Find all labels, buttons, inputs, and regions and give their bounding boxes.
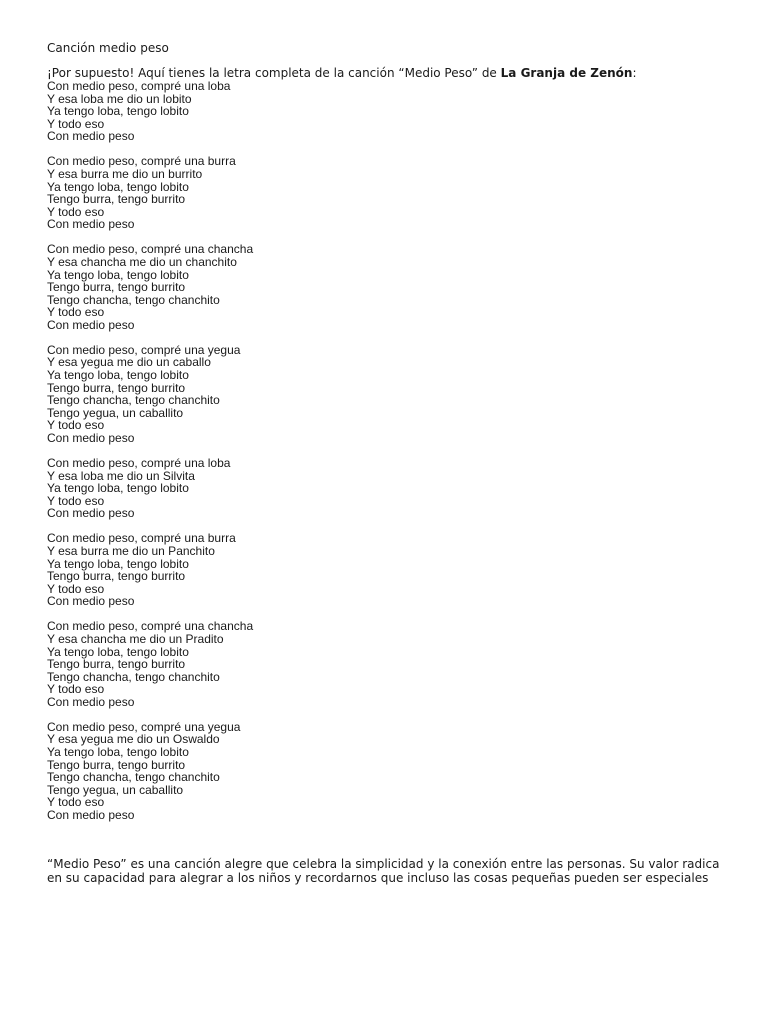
document-title: Canción medio peso — [47, 41, 169, 55]
lyric-line: Con medio peso, compré una loba — [47, 79, 231, 93]
lyric-line: Tengo chancha, tengo chanchito — [47, 669, 220, 684]
lyric-stanza — [47, 620, 737, 708]
lyric-line: Y todo eso — [47, 418, 105, 433]
lyric-line: Y esa loba me dio un lobito — [47, 91, 192, 106]
lyric-line: Y todo eso — [47, 493, 105, 508]
lyric-line: Con medio peso, compré una chancha — [47, 242, 254, 257]
lyric-line: Ya tengo loba, tengo lobito — [47, 556, 189, 571]
lyric-line: Y todo eso — [47, 682, 105, 697]
lyric-line: Tengo yegua, un caballito — [47, 405, 184, 420]
lyric-line: Tengo burra, tengo burrito — [47, 280, 186, 295]
lyric-line: Y esa burra me dio un burrito — [47, 166, 203, 181]
lyric-line: Ya tengo loba, tengo lobito — [47, 267, 189, 282]
lyric-line: Con medio peso — [47, 431, 135, 446]
lyric-line: Ya tengo loba, tengo lobito — [47, 179, 189, 194]
lyric-line: Con medio peso — [47, 694, 135, 709]
lyric-line: Y todo eso — [47, 305, 105, 320]
intro-text: ¡Por supuesto! Aquí tienes la letra completa de la canción “Medio Peso” de — [47, 66, 501, 80]
lyric-line: Con medio peso, compré una burra — [47, 154, 236, 169]
lyric-stanza — [47, 457, 737, 520]
lyric-line: Y esa chancha me dio un chanchito — [47, 254, 237, 269]
lyric-line: Tengo yegua, un caballito — [47, 782, 184, 797]
lyric-line: Y todo eso — [47, 795, 105, 810]
lyric-line: Con medio peso, compré una loba — [47, 456, 231, 470]
lyric-line: Y esa chancha me dio un Pradito — [47, 631, 224, 646]
lyric-line: Tengo burra, tengo burrito — [47, 757, 186, 772]
intro-colon: : — [632, 66, 637, 80]
closing-paragraph: “Medio Peso” es una canción alegre que celebra la simplicidad y la conexión entre las personas. Su valor radica en su capacidad para alegrar a los niños y recordarnos que incluso las cosas pequeñas pueden ser especiales — [47, 856, 720, 885]
lyric-line: Ya tengo loba, tengo lobito — [47, 745, 189, 760]
lyric-line: Ya tengo loba, tengo lobito — [47, 481, 189, 496]
lyric-line: Con medio peso — [47, 506, 135, 521]
lyric-line: Con medio peso, compré una yegua — [47, 342, 241, 357]
lyric-stanza — [47, 80, 737, 143]
lyric-line: Con medio peso — [47, 217, 135, 232]
lyric-line: Con medio peso — [47, 808, 135, 823]
lyric-line: Con medio peso, compré una chancha — [47, 619, 254, 634]
lyric-line: Tengo burra, tengo burrito — [47, 380, 186, 395]
lyric-line: Con medio peso, compré una burra — [47, 531, 236, 546]
lyric-stanza — [47, 243, 737, 331]
lyric-line: Tengo burra, tengo burrito — [47, 192, 186, 207]
lyric-stanza — [47, 532, 737, 608]
lyric-stanza — [47, 721, 737, 822]
lyric-line: Y esa loba me dio un Silvita — [47, 468, 195, 483]
lyric-line: Ya tengo loba, tengo lobito — [47, 368, 189, 383]
lyrics — [47, 80, 737, 822]
lyric-line: Y esa burra me dio un Panchito — [47, 543, 215, 558]
lyric-line: Tengo chancha, tengo chanchito — [47, 393, 220, 408]
lyric-line: Y todo eso — [47, 581, 105, 596]
lyric-line: Y esa yegua me dio un caballo — [47, 355, 211, 370]
intro-bold-name: La Granja de Zenón — [500, 66, 633, 80]
lyric-line: Y todo eso — [47, 116, 105, 131]
lyric-line: Ya tengo loba, tengo lobito — [47, 644, 189, 659]
lyric-line: Tengo burra, tengo burrito — [47, 657, 186, 672]
lyric-line: Y esa yegua me dio un Oswaldo — [47, 732, 220, 747]
lyric-line: Con medio peso, compré una yegua — [47, 719, 241, 734]
document-page — [47, 42, 737, 885]
lyric-line: Con medio peso — [47, 129, 135, 144]
lyric-stanza — [47, 344, 737, 445]
lyric-line: Con medio peso — [47, 594, 135, 609]
lyric-line: Tengo chancha, tengo chanchito — [47, 292, 220, 307]
lyric-line: Tengo burra, tengo burrito — [47, 569, 186, 584]
lyric-line: Con medio peso — [47, 317, 135, 332]
lyric-stanza — [47, 155, 737, 231]
lyric-line: Tengo chancha, tengo chanchito — [47, 770, 220, 785]
lyric-line: Ya tengo loba, tengo lobito — [47, 104, 189, 119]
lyric-line: Y todo eso — [47, 204, 105, 219]
